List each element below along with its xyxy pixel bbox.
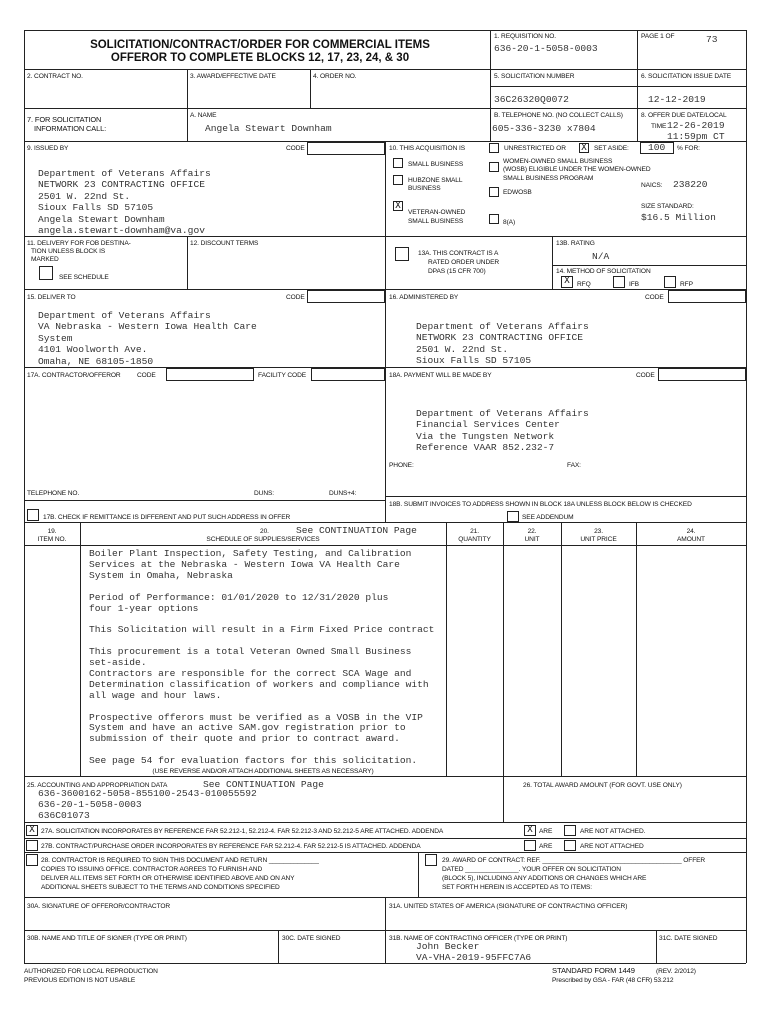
phone-label: B. TELEPHONE NO. (NO COLLECT CALLS) bbox=[494, 112, 623, 119]
form-title-line1: SOLICITATION/CONTRACT/ORDER FOR COMMERCIAL ITEMS bbox=[90, 39, 430, 51]
hubzone-label-2: BUSINESS bbox=[408, 185, 441, 192]
issued-by-code-label: CODE bbox=[286, 145, 305, 152]
page-label: PAGE 1 OF bbox=[641, 33, 675, 40]
clause-27a-not-checkbox[interactable] bbox=[564, 825, 576, 836]
payment-fax-label: FAX: bbox=[567, 462, 581, 469]
deliver-to-label: 15. DELIVER TO bbox=[27, 294, 76, 301]
col23-num: 23. bbox=[594, 528, 603, 535]
schedule-description bbox=[89, 549, 434, 767]
rating-value: N/A bbox=[592, 251, 610, 262]
name-label: A. NAME bbox=[190, 112, 217, 119]
issued-by-line: 2501 W. 22nd St. bbox=[38, 190, 131, 202]
wosb-label-2: (WOSB) ELIGIBLE UNDER THE WOMEN-OWNED bbox=[503, 166, 651, 173]
deliver-to-line: VA Nebraska - Western Iowa Health Care bbox=[38, 321, 257, 333]
due-date-value: 12-26-2019 bbox=[667, 120, 725, 131]
col22-num: 22. bbox=[527, 528, 537, 535]
description-line: all wage and hour laws. bbox=[89, 689, 222, 701]
sig30a-label: 30A. SIGNATURE OF OFFEROR/CONTRACTOR bbox=[27, 903, 171, 910]
block29-line4: SET FORTH HEREIN IS ACCEPTED AS TO ITEMS: bbox=[442, 884, 593, 891]
accounting-lines bbox=[38, 789, 257, 822]
rated-order-label-3: DPAS (15 CFR 700) bbox=[428, 268, 486, 275]
deliver-to-code-label: CODE bbox=[286, 294, 305, 301]
issued-by-line: Department of Veterans Affairs bbox=[38, 168, 211, 179]
page-total: 73 bbox=[706, 34, 718, 45]
description-line: Prospective offerors must be verified as a VOSB in the VIP bbox=[89, 711, 423, 723]
sig30b-label: 30B. NAME AND TITLE OF SIGNER (TYPE OR PRINT) bbox=[27, 935, 187, 942]
set-aside-percent: 100 bbox=[648, 142, 666, 153]
veteran-owned-label-2: SMALL BUSINESS bbox=[408, 218, 464, 225]
col19-label: ITEM NO. bbox=[37, 536, 67, 543]
sig31c-label: 31C. DATE SIGNED bbox=[659, 935, 718, 942]
sig31a-label: 31A. UNITED STATES OF AMERICA (SIGNATURE OF CONTRACTING OFFICER) bbox=[389, 903, 628, 910]
set-aside-checkbox[interactable]: X bbox=[579, 143, 589, 153]
description-line: Period of Performance: 01/01/2020 to 12/31/2020 plus bbox=[89, 591, 389, 603]
col20-value: See CONTINUATION Page bbox=[296, 525, 417, 536]
footer-prescribed: Prescribed by GSA - FAR (48 CFR) 53.212 bbox=[552, 977, 674, 984]
requisition-label: 1. REQUISITION NO. bbox=[494, 33, 556, 40]
veteran-owned-label-1: VETERAN-OWNED bbox=[408, 209, 466, 216]
order-no-label: 4. ORDER NO. bbox=[313, 73, 357, 80]
due-date-label: 8. OFFER DUE DATE/LOCAL bbox=[641, 112, 727, 119]
administered-by-line: Department of Veterans Affairs bbox=[416, 321, 589, 332]
naics-label: NAICS: bbox=[641, 182, 663, 189]
rfq-label: RFQ bbox=[577, 281, 591, 288]
clause-27a-label: 27A. SOLICITATION INCORPORATES BY REFERENCE FAR 52.212-1, 52.212-4. FAR 52.212-3 AND 52.212-5 ARE ATTACHED. ADDENDA bbox=[41, 828, 444, 835]
submit-invoices-label: 18B. SUBMIT INVOICES TO ADDRESS SHOWN IN BLOCK 18A UNLESS BLOCK BELOW IS CHECKED bbox=[389, 501, 692, 508]
contract-no-label: 2. CONTRACT NO. bbox=[27, 73, 83, 80]
payment-address bbox=[416, 408, 589, 454]
administered-by-line: 2501 W. 22nd St. bbox=[416, 343, 509, 355]
contractor-code-label: CODE bbox=[137, 372, 156, 379]
administered-by-address bbox=[416, 321, 589, 367]
clause-27b-not-checkbox[interactable] bbox=[564, 840, 576, 851]
description-line: Contractors are responsible for the correct SCA Wage and bbox=[89, 667, 412, 679]
administered-by-line: Sioux Falls SD 57105 bbox=[416, 355, 532, 367]
veteran-owned-checkbox[interactable]: X bbox=[393, 201, 403, 211]
administered-by-code-label: CODE bbox=[645, 294, 664, 301]
clause-27b-label: 27B. CONTRACT/PURCHASE ORDER INCORPORATES BY REFERENCE FAR 52.212-4. FAR 52.212-5 IS ATTACHED. ADDENDA bbox=[41, 843, 421, 850]
col19-num: 19. bbox=[47, 528, 57, 535]
sig31b-label: 31B. NAME OF CONTRACTING OFFICER (TYPE OR PRINT) bbox=[389, 935, 568, 942]
clause-27a-not-label: ARE NOT ATTACHED. bbox=[580, 828, 646, 835]
duns4-label: DUNS+4: bbox=[329, 490, 357, 497]
wosb-label-3: SMALL BUSINESS PROGRAM bbox=[503, 175, 594, 182]
clause-27a-checkbox[interactable]: X bbox=[26, 825, 38, 836]
col21-num: 21. bbox=[470, 528, 479, 535]
block28-line3: DELIVER ALL ITEMS SET FORTH OR OTHERWISE IDENTIFIED ABOVE AND ON ANY bbox=[41, 875, 295, 882]
sig30c-label: 30C. DATE SIGNED bbox=[282, 935, 341, 942]
payment-line: Via the Tungsten Network bbox=[416, 430, 555, 442]
remittance-label: 17B. CHECK IF REMITTANCE IS DIFFERENT AND PUT SUCH ADDRESS IN OFFER bbox=[43, 514, 291, 521]
block28-checkbox[interactable] bbox=[26, 854, 38, 866]
edwosb-checkbox[interactable] bbox=[489, 187, 499, 197]
hubzone-checkbox[interactable] bbox=[393, 175, 403, 185]
acquisition-label: 10. THIS ACQUISITION IS bbox=[389, 145, 465, 152]
block29-checkbox[interactable] bbox=[425, 854, 437, 866]
name-value: Angela Stewart Downham bbox=[205, 123, 332, 134]
wosb-checkbox[interactable] bbox=[489, 162, 499, 172]
block29-line1: 29. AWARD OF CONTRACT: REF. _______________________________________ OFFER bbox=[442, 857, 706, 864]
delivery-fob-label-1: 11. DELIVERY FOR FOB DESTINA- bbox=[27, 240, 131, 247]
payment-line: Department of Veterans Affairs bbox=[416, 408, 589, 419]
duns-label: DUNS: bbox=[254, 490, 275, 497]
payment-line: Financial Services Center bbox=[416, 419, 560, 431]
accounting-line: 636-20-1-5058-0003 bbox=[38, 798, 142, 810]
issued-by-line: angela.stewart-downham@va.gov bbox=[38, 225, 205, 237]
issue-date-label: 6. SOLICITATION ISSUE DATE bbox=[641, 73, 732, 80]
issued-by-line: NETWORK 23 CONTRACTING OFFICE bbox=[38, 179, 205, 191]
col23-label: UNIT PRICE bbox=[580, 536, 617, 543]
remittance-checkbox[interactable] bbox=[27, 509, 39, 521]
sig31b-name: John Becker bbox=[416, 941, 480, 952]
small-business-checkbox[interactable] bbox=[393, 158, 403, 168]
administered-by-label: 16. ADMINISTERED BY bbox=[389, 294, 459, 301]
rfp-label: RFP bbox=[680, 281, 693, 288]
hubzone-label-1: HUBZONE SMALL bbox=[408, 177, 463, 184]
issued-by-line: Sioux Falls SD 57105 bbox=[38, 202, 154, 214]
col20-label: SCHEDULE OF SUPPLIES/SERVICES bbox=[206, 536, 320, 543]
payment-line: Reference VAAR 852.232-7 bbox=[416, 442, 555, 454]
description-line bbox=[89, 702, 434, 713]
rated-order-label-2: RATED ORDER UNDER bbox=[428, 259, 500, 266]
contractor-label: 17A. CONTRACTOR/OFFEROR bbox=[27, 372, 121, 379]
ifb-label: IFB bbox=[629, 281, 639, 288]
sig31b-id: VA-VHA-2019-95FFC7A6 bbox=[416, 952, 532, 963]
col24-label: AMOUNT bbox=[677, 536, 705, 543]
col22-label: UNIT bbox=[524, 536, 540, 543]
rfq-checkbox[interactable]: X bbox=[561, 276, 573, 288]
deliver-to-address bbox=[38, 310, 257, 367]
delivery-fob-label-2: TION UNLESS BLOCK IS bbox=[31, 248, 106, 255]
deliver-to-line: System bbox=[38, 332, 73, 344]
description-line: Determination classification of workers and compliance with bbox=[89, 678, 429, 690]
description-line: four 1-year options bbox=[89, 602, 199, 614]
footer-authorized: AUTHORIZED FOR LOCAL REPRODUCTION bbox=[24, 968, 158, 975]
info-call-label-1: 7. FOR SOLICITATION bbox=[27, 115, 102, 124]
solicitation-no-label: 5. SOLICITATION NUMBER bbox=[494, 73, 575, 80]
small-business-label: SMALL BUSINESS bbox=[408, 161, 464, 168]
description-line: See page 54 for evaluation factors for this solicitation. bbox=[89, 755, 418, 767]
issue-date-value: 12-12-2019 bbox=[648, 94, 706, 105]
wosb-label-1: WOMEN-OWNED SMALL BUSINESS bbox=[503, 158, 613, 165]
payment-code-label: CODE bbox=[636, 372, 655, 379]
description-line: This procurement is a total Veteran Owned Small Business bbox=[89, 646, 412, 658]
ifb-checkbox[interactable] bbox=[613, 276, 625, 288]
naics-value: 238220 bbox=[673, 179, 708, 190]
accounting-line: 636-3600162-5058-855100-2543-010055592 bbox=[38, 788, 257, 799]
description-line: Boiler Plant Inspection, Safety Testing, and Calibration bbox=[89, 548, 412, 559]
unrestricted-checkbox[interactable] bbox=[489, 143, 499, 153]
percent-for-label: % FOR: bbox=[677, 145, 700, 152]
rating-label: 13B. RATING bbox=[556, 240, 595, 247]
award-date-label: 3. AWARD/EFFECTIVE DATE bbox=[190, 73, 276, 80]
issued-by-address bbox=[38, 168, 211, 236]
payment-label: 18A. PAYMENT WILL BE MADE BY bbox=[389, 372, 492, 379]
see-schedule-checkbox[interactable] bbox=[39, 266, 53, 280]
rated-order-label-1: 13A. THIS CONTRACT IS A bbox=[418, 250, 499, 257]
due-time-value: 11:59pm CT bbox=[667, 131, 725, 142]
rfp-checkbox[interactable] bbox=[664, 276, 676, 288]
accounting-label: 25. ACCOUNTING AND APPROPRIATION DATA bbox=[27, 782, 168, 789]
form-title-line2: OFFEROR TO COMPLETE BLOCKS 12, 17, 23, 24, & 30 bbox=[110, 52, 410, 64]
reverse-note: (USE REVERSE AND/OR ATTACH ADDITIONAL SHEETS AS NECESSARY) bbox=[152, 768, 374, 775]
block28-line2: COPIES TO ISSUING OFFICE. CONTRACTOR AGREES TO FURNISH AND bbox=[41, 866, 263, 873]
see-addendum-label: SEE ADDENDUM bbox=[522, 514, 574, 521]
info-call-label-2: INFORMATION CALL: bbox=[34, 124, 107, 133]
telephone-label: TELEPHONE NO. bbox=[27, 490, 80, 497]
delivery-fob-label-3: MARKED bbox=[31, 256, 59, 263]
block28-line4: ADDITIONAL SHEETS SUBJECT TO THE TERMS AND CONDITIONS SPECIFIED bbox=[41, 884, 280, 891]
facility-code-label: FACILITY CODE bbox=[258, 372, 307, 379]
clause-27b-are-checkbox[interactable] bbox=[524, 840, 536, 851]
size-standard-value: $16.5 Million bbox=[641, 212, 716, 223]
issued-by-label: 9. ISSUED BY bbox=[27, 145, 69, 152]
solicitation-no-value: 36C26320Q0072 bbox=[494, 94, 569, 105]
deliver-to-line: Omaha, NE 68105-1850 bbox=[38, 355, 154, 367]
8a-checkbox[interactable] bbox=[489, 214, 499, 224]
col24-num: 24. bbox=[686, 528, 696, 535]
unrestricted-label: UNRESTRICTED OR bbox=[504, 145, 566, 152]
block29-line2: DATED _______________. YOUR OFFER ON SOLICITATION bbox=[442, 866, 621, 873]
col21-label: QUANTITY bbox=[458, 536, 491, 543]
issued-by-line: Angela Stewart Downham bbox=[38, 213, 165, 225]
discount-terms-label: 12. DISCOUNT TERMS bbox=[190, 240, 259, 247]
8a-label: 8(A) bbox=[503, 219, 516, 226]
description-line: submission of their quote and prior to contract award. bbox=[89, 733, 400, 745]
clause-27a-are-checkbox[interactable]: X bbox=[524, 825, 536, 836]
footer-previous-edition: PREVIOUS EDITION IS NOT USABLE bbox=[24, 977, 136, 984]
clause-27b-are-label: ARE bbox=[539, 843, 553, 850]
rated-order-checkbox[interactable] bbox=[395, 247, 409, 261]
see-schedule-label: SEE SCHEDULE bbox=[59, 274, 109, 281]
accounting-line: 636C01073 bbox=[38, 809, 90, 821]
set-aside-label: SET ASIDE: bbox=[594, 145, 629, 152]
size-standard-label: SIZE STANDARD: bbox=[641, 203, 694, 210]
col20-num: 20. bbox=[260, 528, 269, 535]
payment-phone-label: PHONE: bbox=[389, 462, 414, 469]
contractor-code-field[interactable] bbox=[166, 368, 254, 381]
description-line: set-aside. bbox=[89, 657, 147, 669]
administered-by-line: NETWORK 23 CONTRACTING OFFICE bbox=[416, 332, 583, 344]
edwosb-label: EDWOSB bbox=[503, 189, 532, 196]
requisition-value: 636-20-1-5058-0003 bbox=[494, 43, 598, 54]
block29-line3: (BLOCK 5), INCLUDING ANY ADDITIONS OR CHANGES WHICH ARE bbox=[442, 875, 647, 882]
description-line: Services at the Nebraska - Western Iowa VA Health Care bbox=[89, 558, 400, 570]
description-line bbox=[89, 582, 434, 593]
deliver-to-line: 4101 Woolworth Ave. bbox=[38, 344, 148, 356]
see-addendum-checkbox[interactable] bbox=[507, 511, 519, 522]
deliver-to-line: Department of Veterans Affairs bbox=[38, 310, 211, 321]
method-label: 14. METHOD OF SOLICITATION bbox=[556, 268, 651, 275]
deliver-to-code-field[interactable] bbox=[307, 290, 385, 303]
footer-form-number: STANDARD FORM 1449 bbox=[552, 966, 635, 975]
description-line: System and have an active SAM.gov registration prior to bbox=[89, 722, 406, 734]
administered-by-code-field[interactable] bbox=[668, 290, 746, 303]
total-award-label: 26. TOTAL AWARD AMOUNT (FOR GOVT. USE ONLY) bbox=[523, 782, 682, 789]
accounting-value: See CONTINUATION Page bbox=[203, 779, 324, 790]
clause-27b-checkbox[interactable] bbox=[26, 840, 38, 851]
clause-27b-not-label: ARE NOT ATTACHED bbox=[580, 843, 644, 850]
phone-value: 605-336-3230 x7804 bbox=[492, 123, 596, 134]
facility-code-field[interactable] bbox=[311, 368, 385, 381]
clause-27a-are-label: ARE bbox=[539, 828, 553, 835]
description-line: This Solicitation will result in a Firm Fixed Price contract bbox=[89, 624, 435, 636]
description-line: System in Omaha, Nebraska bbox=[89, 569, 233, 581]
payment-code-field[interactable] bbox=[658, 368, 746, 381]
issued-by-code-field[interactable] bbox=[307, 142, 385, 155]
footer-revision: (REV. 2/2012) bbox=[656, 968, 696, 975]
block28-line1: 28. CONTRACTOR IS REQUIRED TO SIGN THIS DOCUMENT AND RETURN ______________ bbox=[41, 857, 319, 864]
due-time-label: TIME bbox=[651, 123, 667, 130]
